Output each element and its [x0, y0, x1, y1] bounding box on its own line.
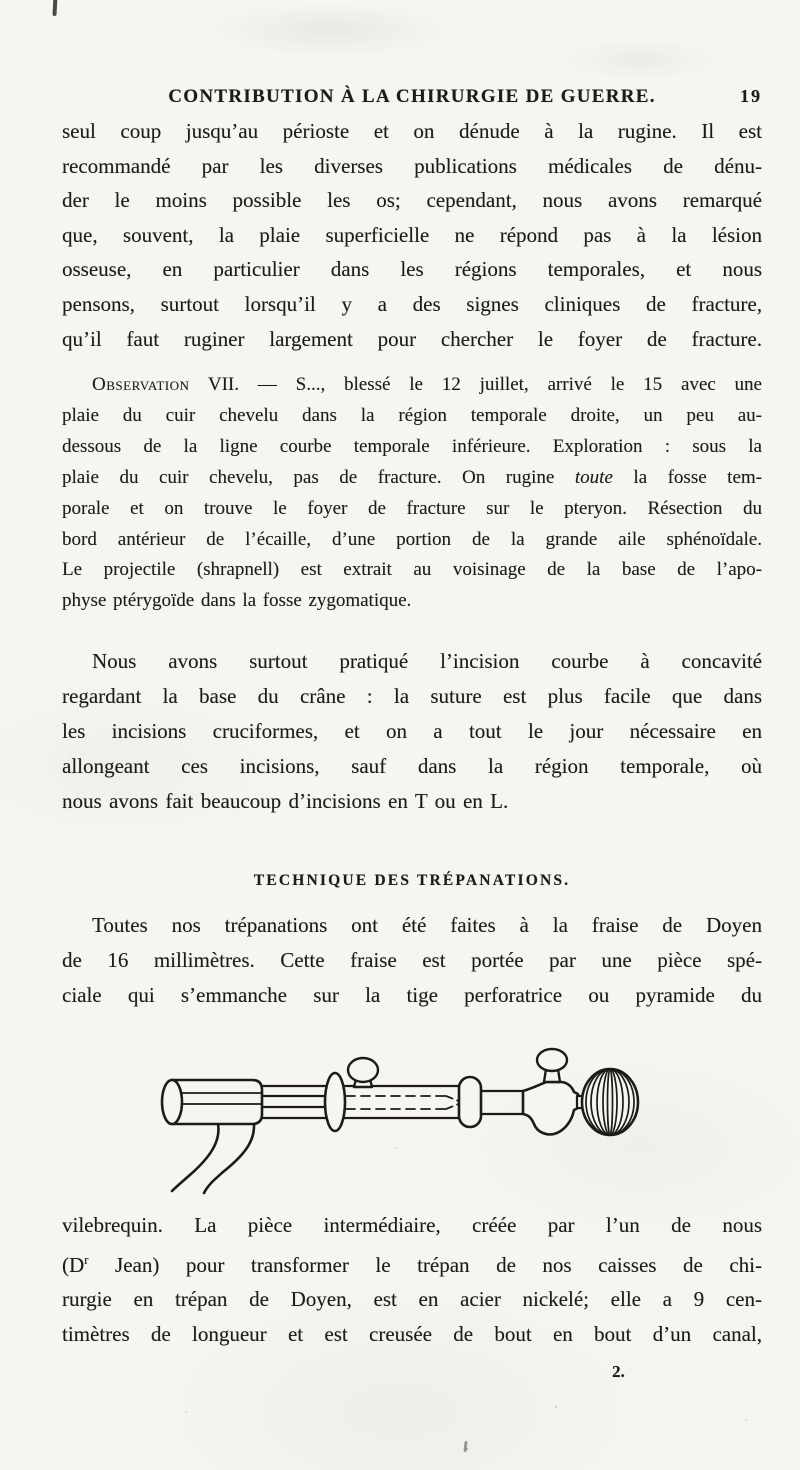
page-number: 19	[740, 86, 762, 106]
paragraph-continuation	[62, 114, 762, 356]
paragraph-incision	[62, 644, 762, 819]
text-line: plaie du cuir chevelu dans la région temporale droite, un peu au-	[62, 404, 762, 426]
burr-ball	[582, 1069, 638, 1135]
text-line: vilebrequin. La pièce intermédiaire, créée par l’un de nous	[62, 1213, 762, 1237]
scan-artifact	[52, 0, 57, 16]
text-line: qu’il faut ruginer largement pour chercher le foyer de fracture.	[62, 326, 762, 351]
text-line: Toutes nos trépanations ont été faites à la fraise de Doyen	[92, 913, 762, 937]
text-line: seul coup jusqu’au périoste et on dénude à la rugine. Il est	[62, 119, 762, 143]
paragraph-observation-vii	[62, 370, 762, 617]
text-line: Nous avons surtout pratiqué l’incision courbe à concavité	[92, 649, 762, 673]
text-line: les incisions cruciformes, et on a tout le jour nécessaire en	[62, 719, 762, 743]
text-line: ciale qui s’emmanche sur la tige perforatrice ou pyramide du	[62, 982, 762, 1007]
section-heading: TECHNIQUE DES TRÉPANATIONS.	[253, 872, 571, 889]
text-line: osseuse, en particulier dans les régions temporales, et nous	[62, 257, 762, 282]
page-header	[62, 86, 762, 112]
chuck-body	[523, 1082, 578, 1134]
text-line: plaie du cuir chevelu, pas de fracture. On rugine toute la fosse tem-	[62, 466, 762, 488]
handle-cylinder	[162, 1080, 262, 1124]
crank-hook	[172, 1124, 254, 1193]
text-line: timètres de longueur et est creusée de bout en bout d’un canal,	[62, 1321, 762, 1346]
scan-artifact	[463, 1441, 467, 1452]
text-line: dessous de la ligne courbe temporale inférieure. Exploration : sous la	[62, 435, 762, 457]
text-line: rurgie en trépan de Doyen, est en acier nickelé; elle a 9 cen-	[62, 1287, 762, 1312]
text-line: regardant la base du crâne : la suture est plus facile que dans	[62, 684, 762, 708]
text-line: recommandé par les diverses publications médicales de dénu-	[62, 153, 762, 178]
flange	[325, 1073, 345, 1131]
text-line: Le projectile (shrapnell) est extrait au voisinage de la base de l’apo-	[62, 559, 762, 581]
text-line: der le moins possible les os; cependant, nous avons remarqué	[62, 188, 762, 213]
text-line: physe ptérygoïde dans la fosse zygomatique.	[62, 590, 412, 612]
text-line: ($D^r$ Jean) pour transformer le trépan de nos caisses de chi-	[62, 1251, 762, 1277]
text-line: que, souvent, la plaie superficielle ne répond pas à la lésion	[62, 222, 762, 247]
instrument-drawing	[158, 1046, 655, 1203]
collar	[459, 1077, 481, 1127]
paragraph-trepanations	[62, 908, 762, 1012]
shaft	[262, 1086, 530, 1118]
text-line: porale et on trouve le foyer de fracture sur le pteryon. Résection du	[62, 497, 762, 519]
text-line: de 16 millimètres. Cette fraise est portée par une pièce spé-	[62, 947, 762, 972]
signature-mark: 2.	[612, 1362, 625, 1381]
text-line: nous avons fait beaucoup d’incisions en T ou en L.	[62, 789, 509, 813]
thumb-screw-2	[537, 1049, 567, 1082]
trepan-figure	[158, 1046, 655, 1203]
thumb-screw-1	[348, 1058, 378, 1087]
text-line: pensons, surtout lorsqu’il y a des signes cliniques de fracture,	[62, 291, 762, 316]
paragraph-vilebrequin	[62, 1208, 762, 1351]
text-line: allongeant ces incisions, sauf dans la région temporale, où	[62, 754, 762, 778]
text-line: Observation VII. — S..., blessé le 12 juillet, arrivé le 15 avec une	[92, 374, 762, 395]
running-title: CONTRIBUTION À LA CHIRURGIE DE GUERRE.	[168, 86, 656, 107]
text-line: bord antérieur de l’écaille, d’une portion de la grande aile sphénoïdale.	[62, 528, 762, 550]
